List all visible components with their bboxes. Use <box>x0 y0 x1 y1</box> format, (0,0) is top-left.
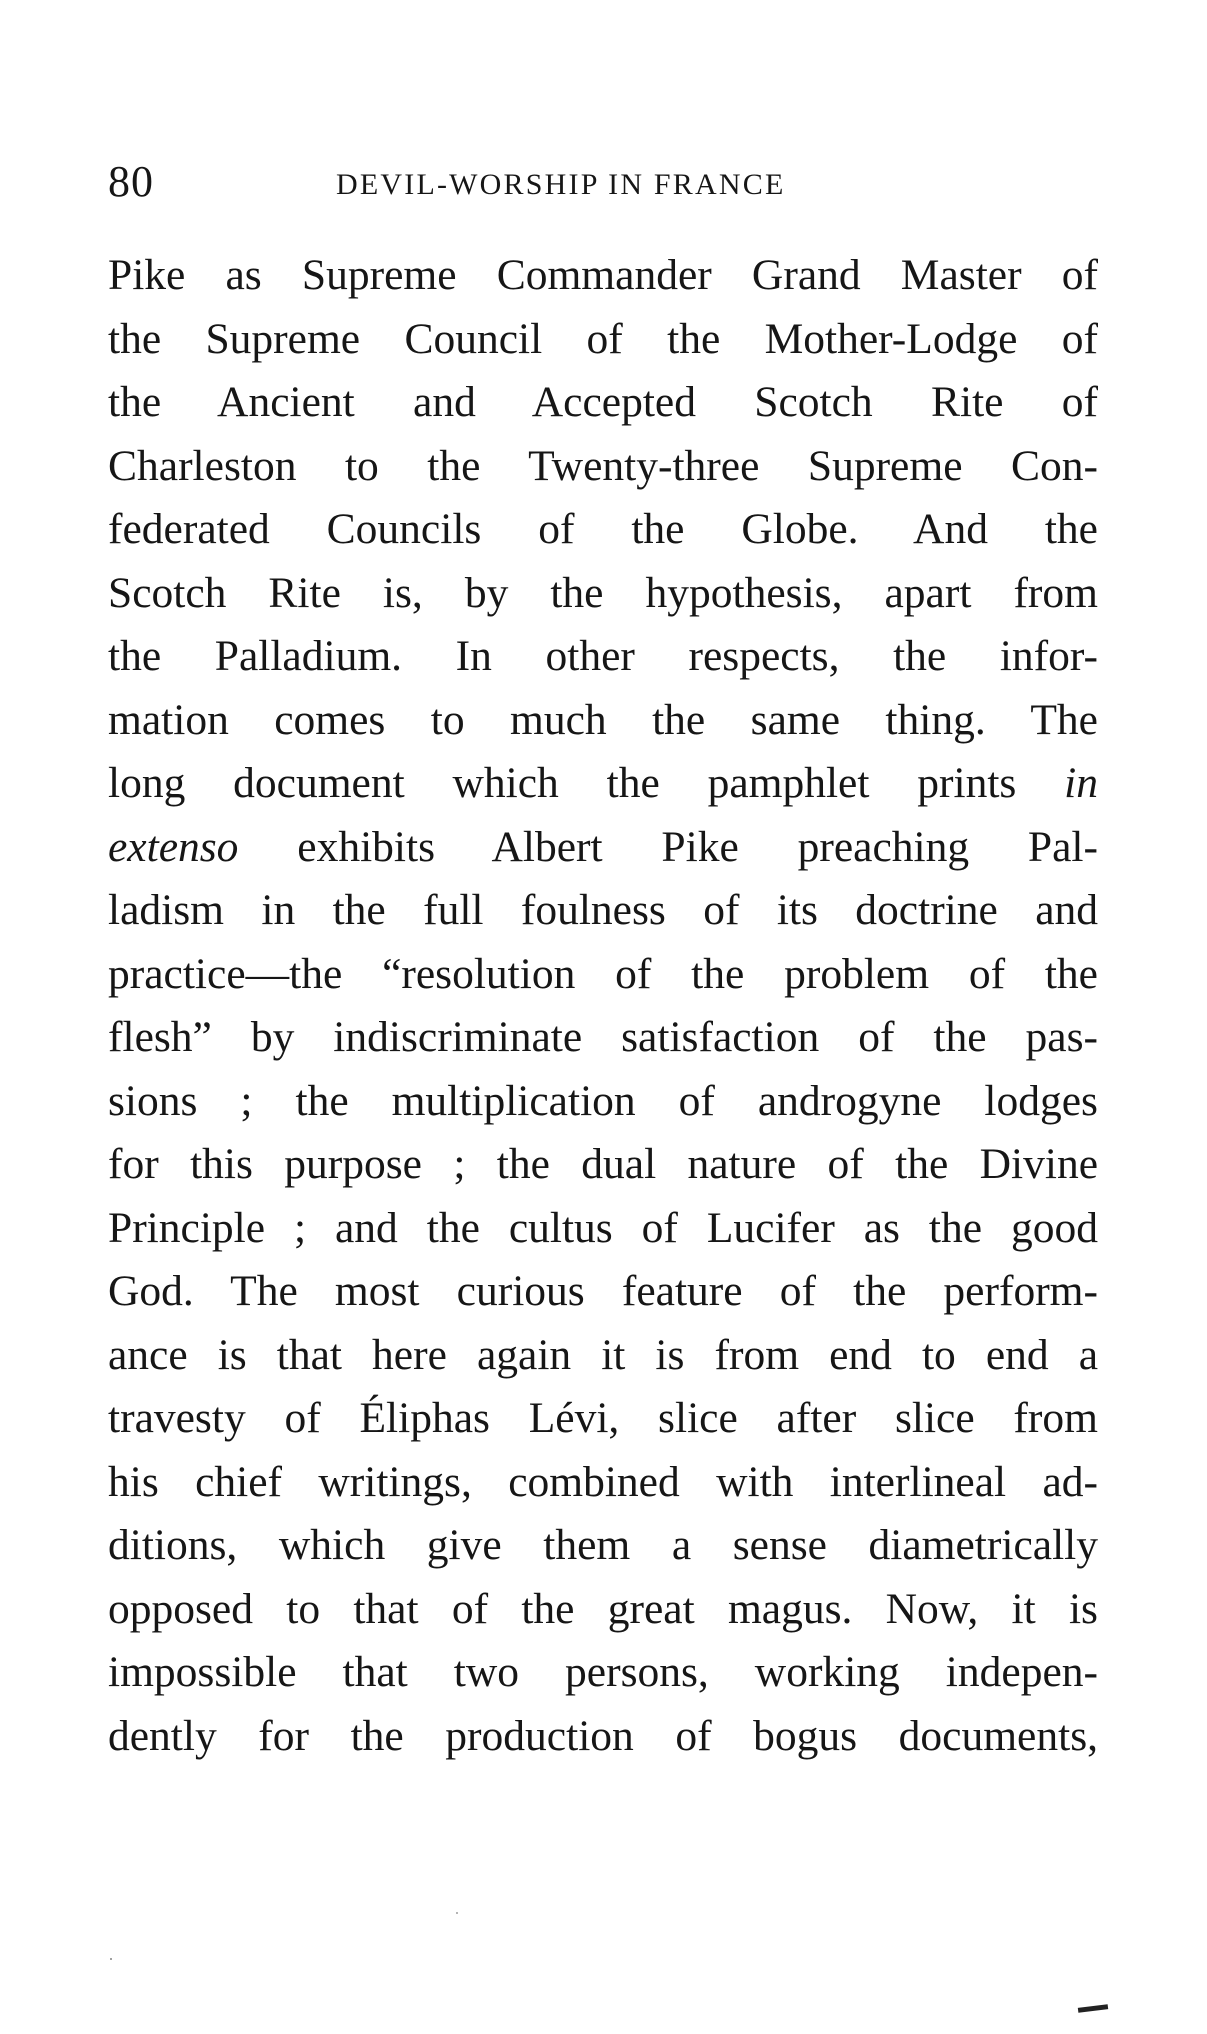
text-line: Principle ; and the cultus of Lucifer as the good <box>108 1203 1098 1252</box>
text-line: mation comes to much the same thing. The <box>108 695 1098 744</box>
ink-mark <box>1078 2004 1108 2013</box>
text-line: his chief writings, combined with interlineal ad- <box>108 1457 1098 1506</box>
text-line: the Palladium. In other respects, the infor- <box>108 632 1098 680</box>
text-line: ladism in the full foulness of its doctrine and <box>108 886 1098 934</box>
text-segment: exhibits Albert Pike preaching Pal- <box>297 822 1098 871</box>
text-line: the Supreme Council of the Mother-Lodge of <box>108 314 1098 363</box>
paper-speck <box>110 1958 112 1960</box>
text-line: travesty of Éliphas Lévi, slice after slice from <box>108 1394 1098 1442</box>
text-line <box>108 752 1098 816</box>
page-number: 80 <box>108 157 154 206</box>
text-line: ance is that here again it is from end to end a <box>108 1330 1098 1379</box>
text-line: the Ancient and Accepted Scotch Rite of <box>108 378 1098 426</box>
running-head: DEVIL-WORSHIP IN FRANCE <box>336 168 786 201</box>
text-line <box>108 816 1098 880</box>
text-line: impossible that two persons, working indepen- <box>108 1648 1098 1696</box>
text-line: for this purpose ; the dual nature of the Divine <box>108 1140 1098 1188</box>
page-header <box>108 152 1108 212</box>
text-line: Pike as Supreme Commander Grand Master of <box>108 251 1098 299</box>
text-line: opposed to that of the great magus. Now, it is <box>108 1584 1098 1633</box>
text-line: sions ; the multiplication of androgyne lodges <box>108 1076 1098 1125</box>
body-text <box>108 244 1098 1764</box>
text-line: flesh” by indiscriminate satisfaction of the pas- <box>108 1013 1098 1061</box>
text-segment: long document which the pamphlet prints <box>108 759 1017 807</box>
text-line: practice—the “resolution of the problem of the <box>108 949 1098 998</box>
text-line: Charleston to the Twenty-three Supreme Con- <box>108 441 1098 490</box>
paper-speck <box>456 1912 458 1914</box>
text-line: God. The most curious feature of the perform- <box>108 1267 1098 1315</box>
text-line: Scotch Rite is, by the hypothesis, apart from <box>108 568 1098 617</box>
italic-phrase: extenso <box>108 822 239 871</box>
text-line: ditions, which give them a sense diametrically <box>108 1521 1098 1569</box>
italic-phrase: in <box>1064 759 1098 807</box>
text-line: federated Councils of the Globe. And the <box>108 505 1098 553</box>
text-line: dently for the production of bogus documents, <box>108 1711 1098 1760</box>
